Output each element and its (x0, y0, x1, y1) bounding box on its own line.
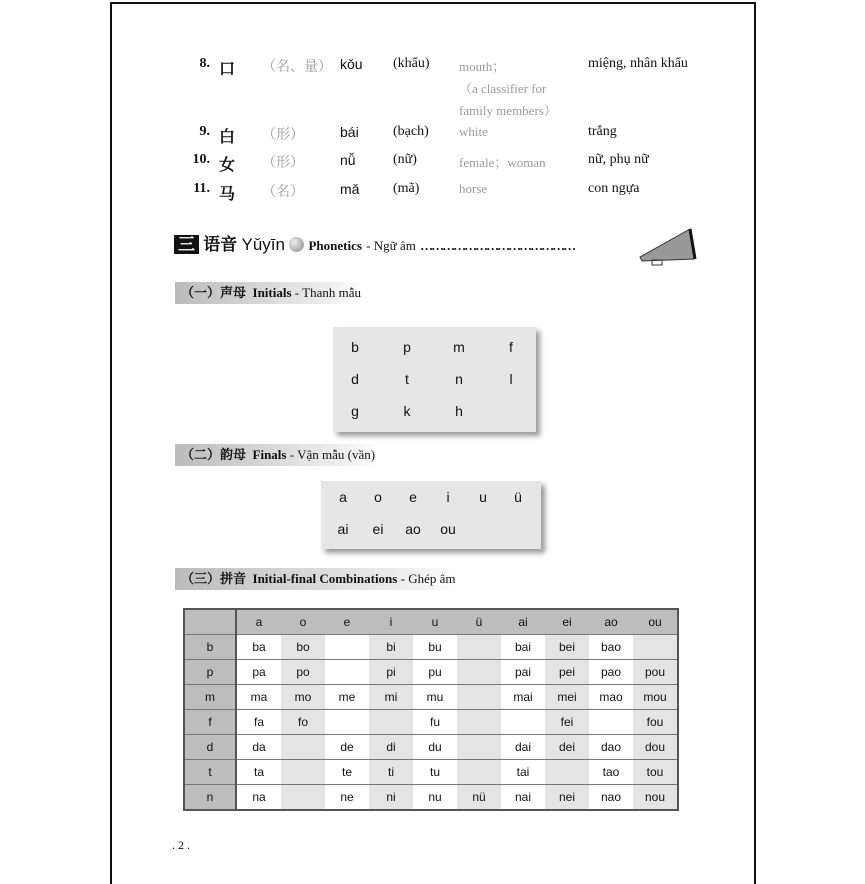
syllable-cell: ta (236, 760, 281, 785)
row-header: f (184, 710, 236, 735)
initial-letter: b (351, 339, 359, 355)
row-header: d (184, 735, 236, 760)
final-letter: ü (514, 489, 522, 505)
syllable-cell: di (369, 735, 413, 760)
initial-letter: f (509, 339, 513, 355)
column-header: ou (633, 609, 678, 635)
page-number: . 2 . (172, 838, 190, 852)
section-vietnamese: - Ngữ âm (366, 238, 416, 253)
initial-letter: m (453, 339, 465, 355)
finals-box (321, 481, 541, 549)
english-meaning: family members） (459, 103, 557, 118)
combos-label: （三）拼音 (181, 571, 247, 586)
syllable-cell: bo (281, 635, 325, 660)
syllable-cell: nu (413, 785, 457, 811)
syllable-cell: mi (369, 685, 413, 710)
syllable-cell (369, 710, 413, 735)
syllable-cell: dai (501, 735, 545, 760)
syllable-cell: tu (413, 760, 457, 785)
hanviet: (khẩu) (393, 56, 430, 71)
initial-letter: l (509, 371, 513, 387)
syllable-cell (325, 660, 369, 685)
column-header: i (369, 609, 413, 635)
item-number: 8. (199, 56, 210, 71)
combos-heading (175, 568, 461, 590)
column-header: ü (457, 609, 501, 635)
part-of-speech: （形） (262, 128, 304, 143)
syllable-cell: mei (545, 685, 589, 710)
syllable-cell (281, 785, 325, 811)
pinyin: kǒu (340, 56, 363, 72)
hanzi: 白 (219, 129, 236, 146)
syllable-cell: ba (236, 635, 281, 660)
table-row (184, 685, 678, 710)
syllable-cell: ne (325, 785, 369, 811)
pinyin: mǎ (340, 181, 360, 197)
table-header-row (184, 609, 678, 635)
syllable-cell (457, 735, 501, 760)
syllable-cell: bi (369, 635, 413, 660)
pinyin: bái (340, 124, 359, 140)
syllable-cell: du (413, 735, 457, 760)
vietnamese-meaning: nữ, phụ nữ (588, 152, 649, 167)
syllable-cell: pu (413, 660, 457, 685)
section-pinyin: Yǔyīn (241, 235, 285, 254)
syllable-cell (545, 760, 589, 785)
part-of-speech: （名） (262, 185, 304, 200)
finals-english: Finals (252, 447, 287, 462)
syllable-cell: nao (589, 785, 633, 811)
syllable-cell: bu (413, 635, 457, 660)
finals-heading (175, 444, 381, 466)
final-letter: ou (440, 521, 456, 537)
initial-letter: n (455, 371, 463, 387)
final-letter: ei (372, 521, 384, 537)
row-header: m (184, 685, 236, 710)
table-row (184, 735, 678, 760)
syllable-cell (501, 710, 545, 735)
syllable-cell: fu (413, 710, 457, 735)
leader-dots: …………………………………… (420, 238, 575, 253)
initial-letter: d (351, 371, 359, 387)
syllable-cell: pei (545, 660, 589, 685)
english-meaning: white (459, 124, 488, 139)
syllable-cell: nei (545, 785, 589, 811)
syllable-cell: te (325, 760, 369, 785)
syllable-cell (457, 685, 501, 710)
column-header: u (413, 609, 457, 635)
table-row (184, 760, 678, 785)
syllable-cell: fou (633, 710, 678, 735)
table-row (184, 660, 678, 685)
combos-vietnamese: - Ghép âm (400, 571, 456, 586)
syllable-cell: pa (236, 660, 281, 685)
initials-box (333, 327, 536, 432)
final-letter: i (446, 489, 450, 505)
syllable-cell: mo (281, 685, 325, 710)
section-chinese: 语音 (203, 235, 238, 254)
hanzi: 口 (219, 61, 236, 78)
section-number: 三 (174, 235, 199, 254)
syllable-cell (281, 760, 325, 785)
syllable-cell: ma (236, 685, 281, 710)
item-number: 10. (192, 152, 210, 167)
english-meaning: mouth； (459, 59, 506, 74)
syllable-cell: bei (545, 635, 589, 660)
corner-cell (184, 609, 236, 635)
final-letter: ao (405, 521, 421, 537)
vietnamese-meaning: con ngựa (588, 181, 640, 196)
syllable-cell: na (236, 785, 281, 811)
hanviet: (mã) (393, 181, 420, 196)
syllable-cell: de (325, 735, 369, 760)
table-row (184, 785, 678, 811)
column-header: ao (589, 609, 633, 635)
syllable-cell: tou (633, 760, 678, 785)
section-heading (174, 230, 574, 255)
syllable-cell (633, 635, 678, 660)
part-of-speech: （名、量） (262, 60, 332, 75)
syllable-cell: fo (281, 710, 325, 735)
syllable-cell: bai (501, 635, 545, 660)
syllable-cell (281, 735, 325, 760)
syllable-cell: pao (589, 660, 633, 685)
initial-letter: h (455, 403, 463, 419)
syllable-cell: nü (457, 785, 501, 811)
hanzi: 女 (219, 157, 236, 174)
row-header: p (184, 660, 236, 685)
syllable-cell: po (281, 660, 325, 685)
syllable-cell: ti (369, 760, 413, 785)
syllable-cell: dei (545, 735, 589, 760)
syllable-cell: nou (633, 785, 678, 811)
item-number: 11. (193, 181, 210, 196)
initial-letter: g (351, 403, 359, 419)
syllable-cell (325, 710, 369, 735)
syllable-cell: mu (413, 685, 457, 710)
row-header: n (184, 785, 236, 811)
initials-label: （一）声母 (181, 285, 247, 300)
table-row (184, 710, 678, 735)
syllable-cell: da (236, 735, 281, 760)
syllable-cell: me (325, 685, 369, 710)
column-header: ai (501, 609, 545, 635)
final-letter: u (479, 489, 487, 505)
syllable-cell: mai (501, 685, 545, 710)
table-row (184, 635, 678, 660)
syllable-cell: dou (633, 735, 678, 760)
row-header: t (184, 760, 236, 785)
english-meaning: horse (459, 181, 488, 196)
finals-label: （二）韵母 (181, 447, 247, 462)
combos-english: Initial-final Combinations (252, 571, 398, 586)
vietnamese-meaning: miệng, nhân khẩu (588, 56, 688, 71)
syllable-cell: tao (589, 760, 633, 785)
syllable-cell: nai (501, 785, 545, 811)
initial-letter: k (403, 403, 411, 419)
hanviet: (bạch) (393, 124, 429, 139)
syllable-cell (457, 760, 501, 785)
section-english: Phonetics (308, 238, 362, 253)
final-letter: a (339, 489, 347, 505)
syllable-cell: fa (236, 710, 281, 735)
syllable-cell: pai (501, 660, 545, 685)
syllable-cell: bao (589, 635, 633, 660)
vietnamese-meaning: trắng (588, 124, 617, 139)
final-letter: ai (337, 521, 349, 537)
syllable-cell (457, 710, 501, 735)
finals-vietnamese: - Vận mẫu (vần) (289, 447, 376, 462)
column-header: a (236, 609, 281, 635)
column-header: ei (545, 609, 589, 635)
syllable-cell (457, 635, 501, 660)
final-letter: e (409, 489, 417, 505)
megaphone-icon (638, 225, 698, 267)
syllable-cell (589, 710, 633, 735)
bullet-icon (289, 237, 304, 252)
syllable-cell (457, 660, 501, 685)
english-meaning: female；woman (459, 155, 546, 170)
pinyin: nǚ (340, 152, 356, 168)
hanviet: (nữ) (393, 152, 417, 167)
syllable-cell: mou (633, 685, 678, 710)
initials-english: Initials (252, 285, 292, 300)
syllable-cell: pou (633, 660, 678, 685)
initial-letter: p (403, 339, 411, 355)
item-number: 9. (199, 124, 210, 139)
part-of-speech: （形） (262, 156, 304, 171)
final-letter: o (374, 489, 382, 505)
combinations-table (183, 608, 679, 811)
syllable-cell: pi (369, 660, 413, 685)
initials-heading (175, 282, 367, 304)
syllable-cell: dao (589, 735, 633, 760)
syllable-cell (325, 635, 369, 660)
initials-vietnamese: - Thanh mẫu (294, 285, 361, 300)
english-meaning: （a classifier for (459, 81, 547, 96)
column-header: e (325, 609, 369, 635)
column-header: o (281, 609, 325, 635)
syllable-cell: tai (501, 760, 545, 785)
syllable-cell: mao (589, 685, 633, 710)
syllable-cell: ni (369, 785, 413, 811)
syllable-cell: fei (545, 710, 589, 735)
hanzi: 马 (219, 186, 236, 203)
row-header: b (184, 635, 236, 660)
initial-letter: t (405, 371, 409, 387)
